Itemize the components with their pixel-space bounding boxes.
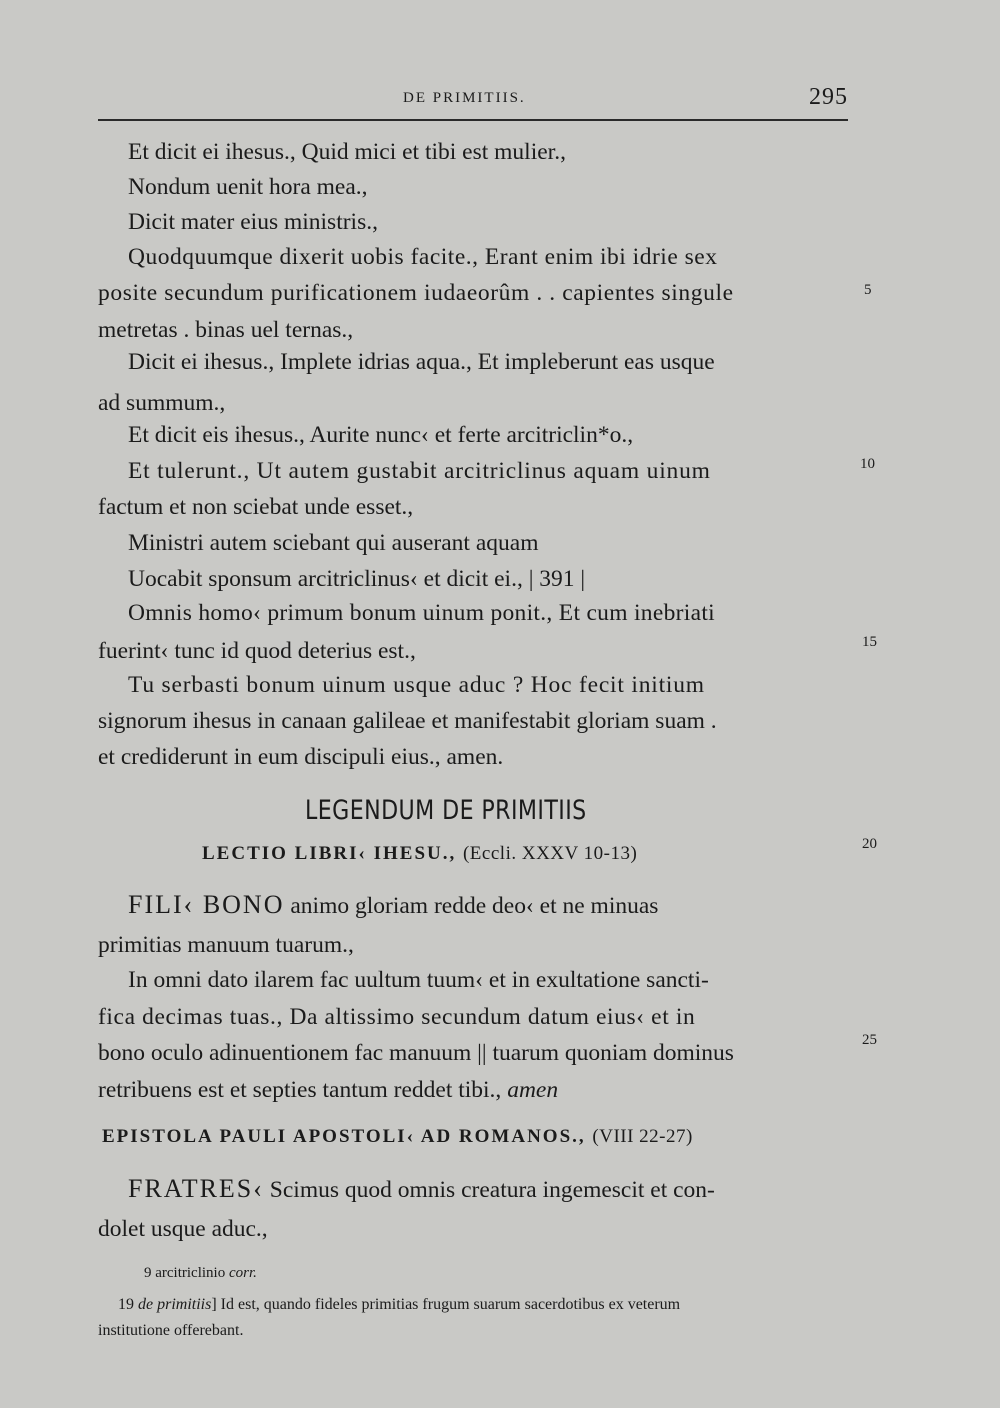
line-rest: Scimus quod omnis creatura ingemescit et con- bbox=[263, 1177, 715, 1203]
line-number: 25 bbox=[862, 1032, 877, 1048]
text-line: Et dicit eis ihesus., Aurite nunc‹ et ferte arcitriclin*o., bbox=[128, 422, 634, 448]
line-text: retribuens est et septies tantum reddet tibi., bbox=[98, 1077, 508, 1103]
footnote-corr: corr. bbox=[228, 1265, 257, 1281]
text-line bbox=[128, 1174, 715, 1205]
lectio-heading bbox=[202, 843, 637, 865]
line-number: 15 bbox=[862, 634, 877, 650]
text-line: Et tulerunt., Ut autem gustabit arcitriclinus aquam uinum bbox=[128, 458, 711, 484]
text-line: Omnis homo‹ primum bonum uinum ponit., Et cum inebriati bbox=[128, 600, 715, 626]
text-line: primitias manuum tuarum., bbox=[98, 932, 354, 958]
initial-words: FILI‹ BONO bbox=[128, 890, 285, 919]
lectio-reference: (Eccli. XXXV 10-13) bbox=[462, 843, 638, 864]
text-line: Dicit mater eius ministris., bbox=[128, 209, 378, 235]
text-line: posite secundum purificationem iudaeorûm . . capientes singule bbox=[98, 280, 734, 306]
amen-italic: amen bbox=[507, 1077, 559, 1103]
lectio-title: LECTIO LIBRI‹ IHESU., bbox=[202, 843, 457, 864]
line-rest: animo gloriam redde deo‹ et ne minuas bbox=[284, 893, 659, 919]
text-line: In omni dato ilarem fac uultum tuum‹ et in exultatione sancti- bbox=[128, 967, 709, 993]
text-line: et crediderunt in eum discipuli eius., amen. bbox=[98, 744, 504, 770]
text-line: Ministri autem sciebant qui auserant aquam bbox=[128, 530, 539, 556]
footnote bbox=[118, 1296, 680, 1314]
text-line: Nondum uenit hora mea., bbox=[128, 174, 368, 200]
text-line: bono oculo adinuentionem fac manuum || tuarum quoniam dominus bbox=[98, 1040, 734, 1066]
footnote: institutione offerebant. bbox=[98, 1322, 244, 1339]
header-rule bbox=[98, 119, 848, 121]
text-line: Uocabit sponsum arcitriclinus‹ et dicit ei., | 391 | bbox=[128, 566, 586, 592]
footnote-text: 9 arcitriclinio bbox=[144, 1265, 229, 1281]
text-line: factum et non sciebat unde esset., bbox=[98, 494, 414, 520]
section-heading: LEGENDUM DE PRIMITIIS bbox=[305, 795, 587, 826]
text-line: ad summum., bbox=[98, 390, 226, 416]
line-number: 20 bbox=[862, 836, 877, 852]
text-line: Tu serbasti bonum uinum usque aduc ? Hoc fecit initium bbox=[128, 672, 705, 698]
text-line: fuerint‹ tunc id quod deterius est., bbox=[98, 638, 416, 664]
text-line: Et dicit ei ihesus., Quid mici et tibi est mulier., bbox=[128, 139, 566, 165]
text-line bbox=[128, 890, 658, 921]
text-line: dolet usque aduc., bbox=[98, 1216, 268, 1242]
running-title: DE PRIMITIIS. bbox=[403, 90, 526, 106]
epistola-reference: (VIII 22-27) bbox=[592, 1126, 693, 1147]
footnote-lemma: de primitiis bbox=[138, 1296, 212, 1313]
footnote bbox=[144, 1265, 257, 1282]
line-number: 5 bbox=[864, 282, 872, 298]
footnote-number: 19 bbox=[118, 1296, 138, 1313]
initial-words: FRATRES‹ bbox=[128, 1174, 264, 1203]
text-line: fica decimas tuas., Da altissimo secundum datum eius‹ et in bbox=[98, 1004, 696, 1030]
text-line bbox=[98, 1075, 558, 1105]
page-number: 295 bbox=[809, 84, 848, 110]
line-number: 10 bbox=[860, 456, 875, 472]
footnote-text: ] Id est, quando fideles primitias frugum suarum sacerdotibus ex veterum bbox=[211, 1296, 681, 1313]
text-line: metretas . binas uel ternas., bbox=[98, 317, 354, 343]
epistola-title: EPISTOLA PAULI APOSTOLI‹ AD ROMANOS., bbox=[102, 1126, 586, 1147]
running-head bbox=[98, 86, 848, 116]
text-line: Quodquumque dixerit uobis facite., Erant enim ibi idrie sex bbox=[128, 244, 718, 270]
epistola-heading bbox=[102, 1126, 693, 1148]
text-line: Dicit ei ihesus., Implete idrias aqua., Et impleberunt eas usque bbox=[128, 349, 715, 375]
text-line: signorum ihesus in canaan galileae et manifestabit gloriam suam . bbox=[98, 708, 717, 734]
